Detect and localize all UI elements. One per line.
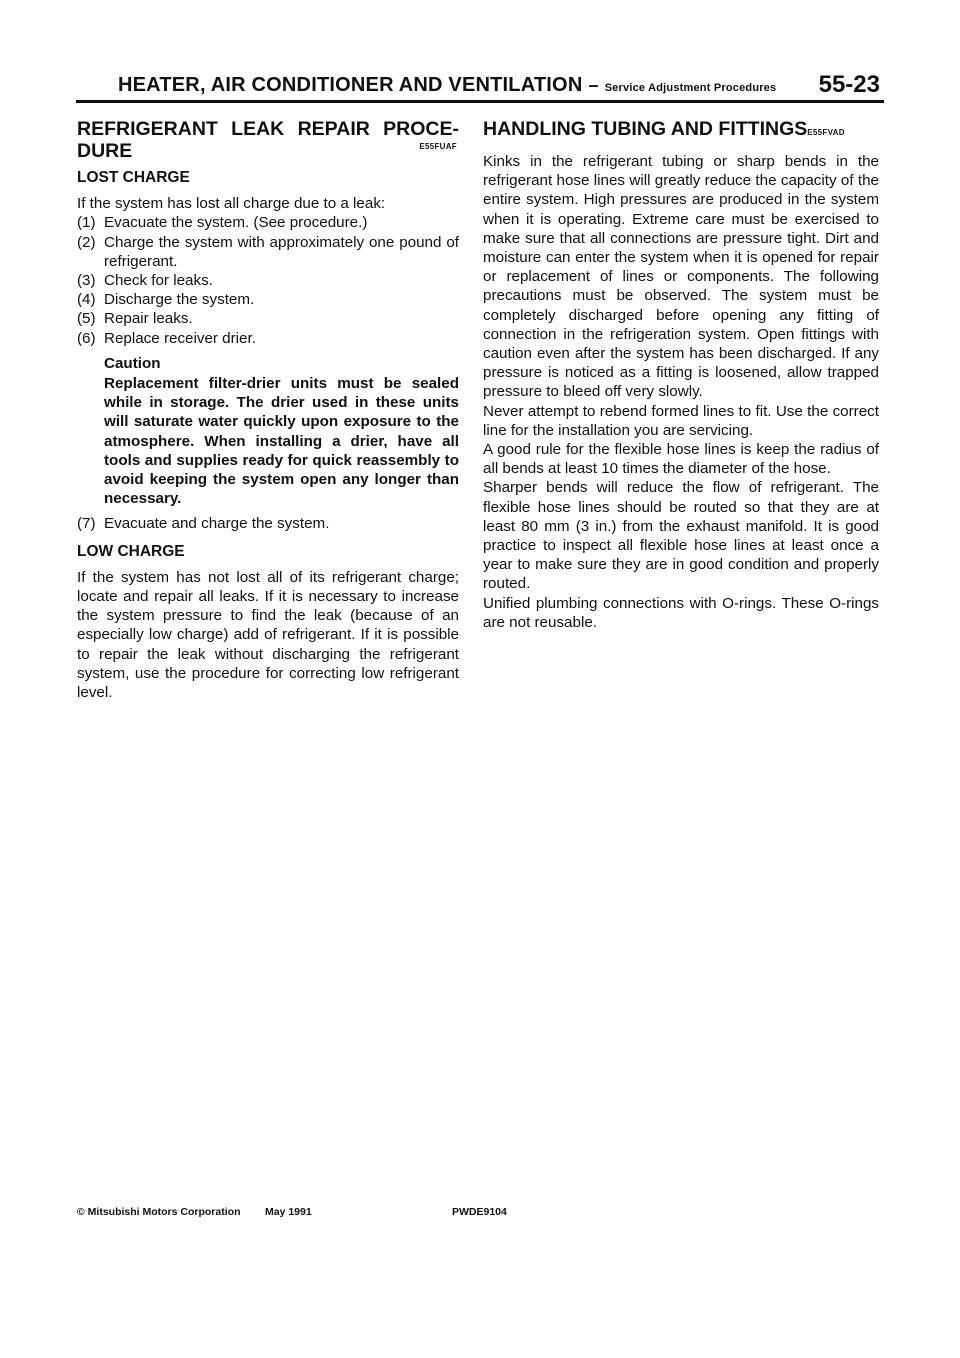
section-title: HEATER, AIR CONDITIONER AND VENTILATION xyxy=(118,74,583,96)
header-title-line xyxy=(118,74,776,97)
step-text: Evacuate and charge the system. xyxy=(104,515,330,533)
tubing-paragraph: Never attempt to rebend formed lines to fit. Use the correct line for the installation you are servicing. xyxy=(483,402,879,439)
step-text: Evacuate the system. (See procedure.) xyxy=(104,214,368,232)
step-text: Replace receiver drier. xyxy=(104,329,256,347)
left-column xyxy=(77,118,459,702)
footer-copyright: © Mitsubishi Motors Corporation xyxy=(77,1206,241,1218)
lost-charge-heading: LOST CHARGE xyxy=(77,169,190,186)
step-item xyxy=(77,233,459,271)
leak-repair-heading xyxy=(77,118,459,162)
step-item xyxy=(77,514,459,533)
tubing-heading xyxy=(483,118,879,144)
step-item xyxy=(77,290,459,309)
tubing-paragraph: Kinks in the refrigerant tubing or sharp bends in the refrigerant hose lines will greatly reduce the capacity of the entire system. High pressures are produced in the system when it is operating. Extreme care must be exercised to make sure that all connections are pressure tight. Dirt and moisture can enter the system when it is opened for repair or replacement of lines or components. The following precautions must be observed. The system must be completely discharged before opening any fitting of connection in the refrigeration system. Open fittings with caution even after the system has been discharged. If any pressure is noticed as a fitting is loosened, allow trapped pressure to bleed off very slowly. xyxy=(483,153,879,401)
step-item xyxy=(77,213,459,232)
step-text: Repair leaks. xyxy=(104,310,193,328)
caution-text: Replacement filter-drier units must be sealed while in storage. The drier used in these units will saturate water quickly upon exposure to the atmosphere. When installing a drier, have all tools and supplies ready for quick reassembly to avoid keeping the system open any longer than necessary. xyxy=(104,375,459,508)
step-number: (3) xyxy=(77,272,96,290)
caution-box xyxy=(104,354,459,509)
lost-charge-steps xyxy=(77,213,459,347)
caution-title: Caution xyxy=(104,354,161,372)
step-number: (7) xyxy=(77,515,96,533)
title-dash: – xyxy=(588,75,599,95)
tubing-paragraph: A good rule for the flexible hose lines is keep the radius of all bends at least 10 times the diameter of the hose. xyxy=(483,441,879,478)
section-subtitle: Service Adjustment Procedures xyxy=(604,82,777,94)
footer-date: May 1991 xyxy=(265,1206,312,1218)
leak-repair-code: E55FUAF xyxy=(419,142,457,151)
low-charge-text: If the system has not lost all of its refrigerant charge; locate and repair all leaks. If it is necessary to increase the system pressure to find the leak (because of an especially low charge) add of refrigerant. If it is possible to repair the leak without discharging the refrigerant system, use the procedure for correcting low refrigerant level. xyxy=(77,568,459,702)
leak-repair-heading-line2: DURE xyxy=(77,140,133,162)
step-number: (4) xyxy=(77,291,96,309)
tubing-paragraph: Sharper bends will reduce the flow of refrigerant. The flexible hose lines should be routed so that they are at least 80 mm (3 in.) from the exhaust manifold. It is good practice to inspect all flexible hose lines at least once a year to make sure they are in good condition and properly routed. xyxy=(483,479,879,593)
step-item xyxy=(77,329,459,348)
page-header xyxy=(76,71,884,103)
lost-charge-intro: If the system has lost all charge due to a leak: xyxy=(77,195,386,213)
tubing-heading-code: E55FVAD xyxy=(807,128,845,137)
step-text: Check for leaks. xyxy=(104,272,213,290)
step-item xyxy=(77,309,459,328)
footer-reference: PWDE9104 xyxy=(452,1206,507,1218)
step-text: Charge the system with approximately one pound of refrigerant. xyxy=(104,233,459,270)
low-charge-heading: LOW CHARGE xyxy=(77,542,185,560)
page-number: 55-23 xyxy=(818,71,880,98)
step-number: (5) xyxy=(77,310,96,328)
leak-repair-heading-line1: REFRIGERANT LEAK REPAIR PROCE- xyxy=(77,118,459,140)
right-column xyxy=(483,118,879,632)
tubing-paragraph: Unified plumbing connections with O-rings. These O-rings are not reusable. xyxy=(483,594,879,631)
step-text: Discharge the system. xyxy=(104,291,255,309)
step-number: (1) xyxy=(77,214,96,232)
tubing-heading-text: HANDLING TUBING AND FITTINGS xyxy=(483,118,808,140)
step-number: (2) xyxy=(77,233,96,251)
step-item xyxy=(77,271,459,290)
step-number: (6) xyxy=(77,329,96,347)
